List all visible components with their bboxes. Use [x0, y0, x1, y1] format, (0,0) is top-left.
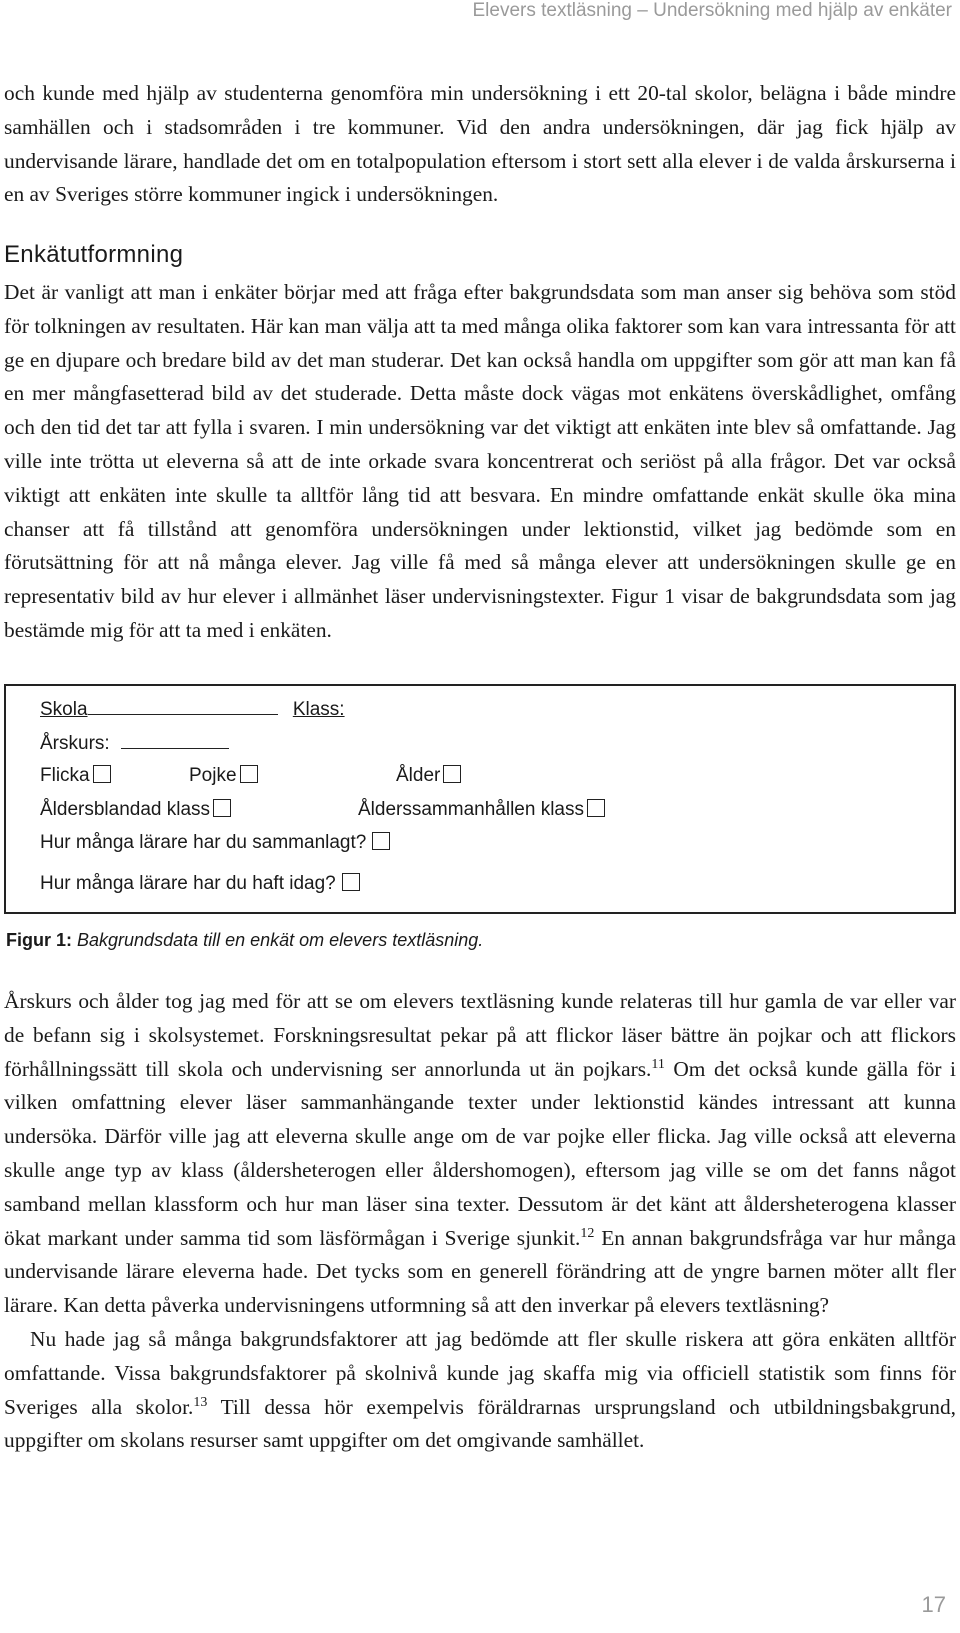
page-number: 17: [921, 1592, 946, 1617]
form-row-age: [396, 765, 461, 787]
section-heading: Enkätutformning: [4, 241, 184, 268]
section-paragraph-text: Det är vanligt att man i enkäter börjar med att fråga efter bakgrundsdata som man anser sig behöva som stöd för tolkningen av resultaten. Här kan man välja att ta med många olika faktorer som kan vara intressanta för att ge en djupare och bredare bild av det man studerar. Det kan också handla om uppgifter som gör att man kan få en mer mångfasetterad bild av det studerade. Detta måste dock vägas mot enkätens överskådlighet, omfång och den tid det tar att fylla i svaren. I min undersökning var det viktigt att enkäten inte blev så omfattande. Jag ville inte trötta ut eleverna så att de inte orkade svara koncentrerat och seriöst på alla frågor. Det var också viktigt att enkäten inte skulle ta alltför lång tid att besvara. En mindre omfattande enkät skulle öka mina chanser att få tillstånd att genomföra undersökningen under lektionstid, vilket jag bedömde som en förutsättning för att nå många elever. Jag ville få med så många elever att undersökningen skulle ge en representativ bild av hur elever i allmänhet läser undervisningstexter. Figur 1 visar de bakgrundsdata som jag bestämde mig för att ta med i enkäten.: [4, 280, 956, 642]
girl-checkbox: [93, 765, 111, 783]
intro-paragraph: [4, 77, 956, 212]
form-row-gender: [40, 765, 111, 787]
form-row-mixed-age: [40, 799, 231, 821]
survey-form-figure: [4, 684, 956, 914]
section-paragraph: [4, 276, 956, 648]
para3-part1: Årskurs och ålder tog jag med för att se om elevers textläsning kunde relateras till hur gamla de var eller var de befann sig i skolsystemet. Forskningsresultat pekar på att flickor läser bättre än pojkar och att flickors förhållningssätt till skola och undervisning ser annorlunda ut än pojkars.: [4, 989, 956, 1081]
figure-caption: [6, 930, 483, 951]
footnote-ref-11: 11: [651, 1056, 665, 1072]
school-label: Skola: [40, 699, 88, 720]
form-row-grade: [40, 732, 229, 755]
age-label: Ålder: [396, 765, 441, 786]
mixed-age-checkbox: [213, 799, 231, 817]
footnote-ref-13: 13: [193, 1394, 208, 1410]
paragraph-background-factors: [4, 985, 956, 1323]
figure-label: Figur 1:: [6, 930, 72, 950]
body-paragraphs: [4, 985, 956, 1458]
teachers-total-checkbox: [372, 832, 390, 850]
mixed-age-label: Åldersblandad klass: [40, 799, 211, 820]
para4-part1: Nu hade jag så många bakgrundsfaktorer att jag bedömde att fler skulle riskera att göra enkäten alltför omfattande. Vissa bakgrundsfaktorer på skolnivå kunde jag skaffa mig via officiell statistik som finns för Sveriges alla skolor.: [4, 1326, 956, 1419]
same-age-checkbox: [587, 799, 605, 817]
same-age-label: Ålderssammanhållen klass: [358, 799, 584, 820]
class-label: Klass:: [292, 699, 345, 720]
boy-checkbox: [240, 765, 258, 783]
figure-caption-text: Bakgrundsdata till en enkät om elevers textläsning.: [77, 930, 484, 950]
form-row-teachers-total: [40, 832, 390, 854]
boy-label: Pojke: [189, 765, 237, 786]
footnote-ref-12: 12: [580, 1225, 595, 1241]
form-row-teachers-today: [40, 873, 360, 895]
form-row-same-age: [358, 799, 605, 821]
teachers-today-checkbox: [342, 873, 360, 891]
girl-label: Flicka: [40, 765, 90, 786]
running-header: Elevers textläsning – Undersökning med hjälp av enkäter: [472, 0, 952, 21]
intro-paragraph-text: och kunde med hjälp av studenterna genomföra min undersökning i ett 20-tal skolor, belägna i både mindre samhällen och i stadsområden i tre kommuner. Vid den andra undersökningen, där jag fick hjälp av undervisande lärare, handlade det om en totalpopulation eftersom i stort sett alla elever i de valda årskurserna i en av Sveriges större kommuner ingick i undersökningen.: [4, 81, 956, 207]
age-checkbox: [443, 765, 461, 783]
grade-line: [121, 732, 229, 749]
paragraph-school-level: [4, 1323, 956, 1458]
school-line: [88, 698, 278, 715]
teachers-today-label: Hur många lärare har du haft idag?: [40, 873, 336, 894]
para3-part2: Om det också kunde gälla för i vilken omfattning elever läser sammanhängande texter under lektionstid kändes intressant att kunna undersöka. Därför ville jag att eleverna skulle ange om de var pojke eller flicka. Jag ville också att eleverna skulle ange typ av klass (åldersheterogen eller åldershomogen), eftersom jag ville se om det fanns något samband mellan klassform och hur man läser sina texter. Dessutom är det känt att åldersheterogena klasser ökat markant under samma tid som läsförmågan i Sverige sjunkit.: [4, 1056, 956, 1250]
para4-part2: Till dessa hör exempelvis föräldrarnas ursprungsland och utbildningsbakgrund, uppgifter om skolans resurser samt uppgifter om det omgivande samhället.: [4, 1394, 956, 1453]
form-row-school: [40, 698, 345, 721]
teachers-total-label: Hur många lärare har du sammanlagt?: [40, 832, 367, 853]
para3-part3: En annan bakgrundsfråga var hur många undervisande lärare eleverna hade. Det tycks som en generell förändring att de yngre barnen möter allt fler lärare. Kan detta påverka undervisningens utformning så att den inverkar på elevers textläsning?: [4, 1225, 956, 1318]
form-row-boy: [189, 765, 258, 787]
grade-label: Årskurs:: [40, 733, 110, 754]
